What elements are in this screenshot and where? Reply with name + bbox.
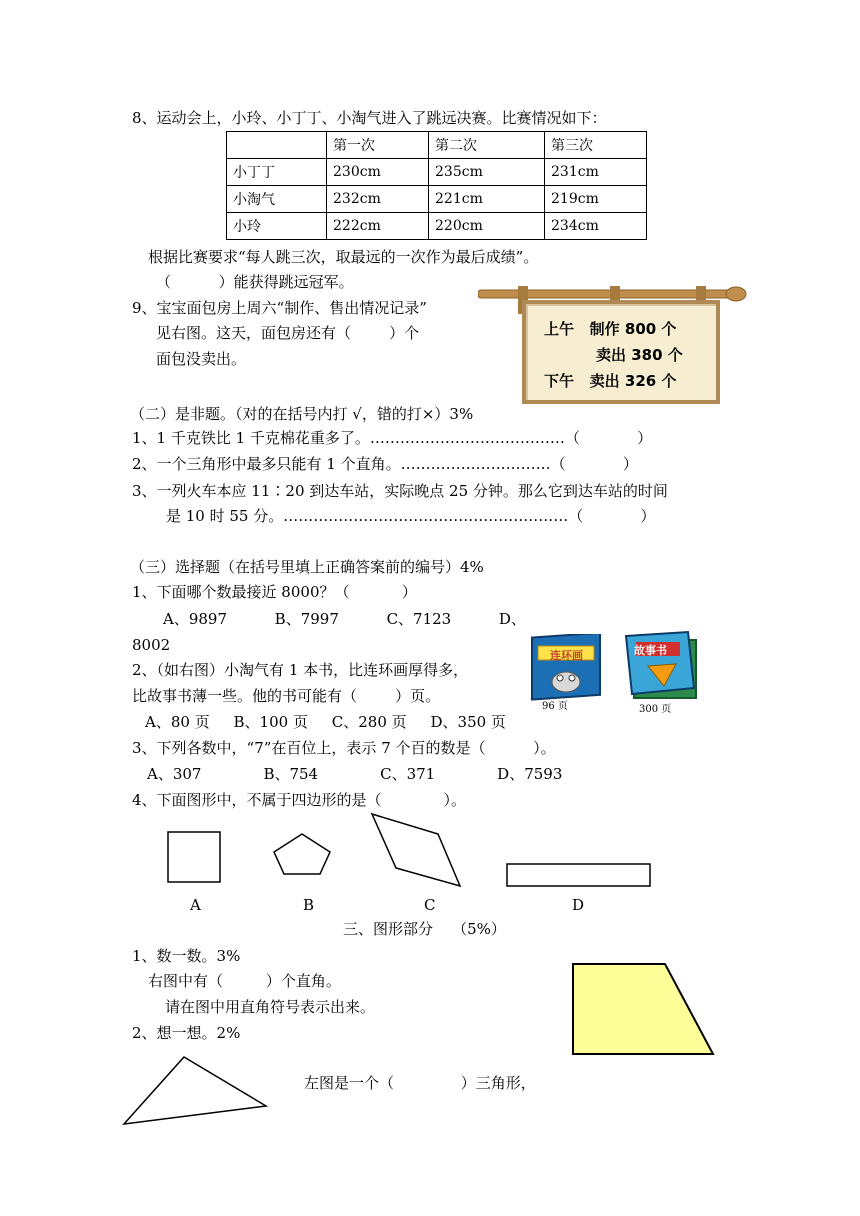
table-cell: 235cm [429,159,545,186]
table-cell: 220cm [429,213,545,240]
table-cell: 小丁丁 [227,159,327,186]
obtuse-triangle-shape [124,1057,266,1124]
tf-q2: 2、一个三角形中最多只能有 1 个直角。…………………………（ ） [132,455,638,473]
table-cell: 222cm [327,213,429,240]
geo-q1b: 请在图中用直角符号表示出来。 [165,998,376,1016]
geo-q2a: 左图是一个（ ）三角形， [304,1074,536,1092]
q8-rule: 根据比赛要求“每人跳三次，取最远的一次作为最后成绩”。 [148,248,539,266]
geo-q1a: 右图中有（ ）个直角。 [148,972,341,990]
tf-q1: 1、1 千克铁比 1 千克棉花重多了。…………………………………（ ） [132,429,653,447]
table-cell: 小玲 [227,213,327,240]
table-cell: 221cm [429,186,545,213]
book2-pages: 300 页 [639,704,672,715]
trapezoid-figure [570,962,720,1058]
mc-q3-options: A、307 B、754 C、371 D、7593 [147,765,563,783]
mc-q1-options: A、9897 B、7997 C、7123 D、 [163,610,526,628]
shape-label-a: A [190,896,201,914]
q9-line1: 9、宝宝面包房上周六“制作、售出情况记录” [132,299,427,317]
table-cell: 小淘气 [227,186,327,213]
geo-q1: 1、数一数。3% [132,947,241,965]
rectangle-shape [507,864,650,886]
q9-line2: 见右图。这天，面包房还有（ ）个 [156,324,420,342]
mc-q2-options: A、80 页 B、100 页 C、280 页 D、350 页 [145,713,506,731]
tf-title: （二）是非题。（对的在括号内打 √，错的打×）3% [130,405,474,423]
comic-book-icon [526,634,606,706]
table-header-cell [227,132,327,159]
table-cell: 230cm [327,159,429,186]
shape-label-b: B [303,896,315,914]
mc-q1-continued: 8002 [132,636,171,654]
mc-q2a: 2、（如右图）小淘气有 1 本书，比连环画厚得多， [132,661,469,679]
right-trapezoid-shape [573,964,713,1054]
q9-line3: 面包没卖出。 [156,350,247,368]
book1-pages: 96 页 [542,701,568,712]
q8-intro: 8、运动会上，小玲、小丁丁、小淘气进入了跳远决赛。比赛情况如下： [132,109,607,127]
tf-q3a: 3、一列火车本应 11∶20 到达车站，实际晚点 25 分钟。那么它到达车站的时间 [132,482,668,500]
geo-q2: 2、想一想。2% [132,1024,241,1042]
mc-q4: 4、下面图形中，不属于四边形的是（ ）。 [132,791,467,809]
bakery-record-board [522,300,720,404]
board-row-morning-sold: 卖出 380 个 [596,346,683,364]
table-cell: 234cm [545,213,647,240]
q8-answer: （ ）能获得跳远冠军。 [156,273,354,291]
table-row [227,213,647,240]
board-row-morning-made: 上午 制作 800 个 [544,320,677,338]
triangle-figure [120,1054,270,1128]
table-cell: 232cm [327,186,429,213]
geo-title: 三、图形部分 （5%） [343,920,506,938]
parallelogram-shape [372,814,460,886]
table-row [227,132,647,159]
table-cell: 219cm [545,186,647,213]
tf-q3b: 是 10 时 55 分。…………………………………………………（ ） [166,507,656,525]
table-cell: 231cm [545,159,647,186]
table-row [227,159,647,186]
table-header-cell: 第三次 [545,132,647,159]
board-row-afternoon-sold: 下午 卖出 326 个 [544,372,677,390]
shape-label-c: C [424,896,436,914]
mc-q2b: 比故事书薄一些。他的书可能有（ ）页。 [132,687,441,705]
shape-label-d: D [572,896,585,914]
mc-q1: 1、下面哪个数最接近 8000？（ ） [132,583,417,601]
square-shape [168,832,220,882]
table-header-cell: 第一次 [327,132,429,159]
pentagon-shape [274,834,330,874]
mc-q3: 3、下列各数中，“7”在百位上，表示 7 个百的数是（ ）。 [132,739,556,757]
book1-title: 连环画 [550,649,583,662]
table-row [227,186,647,213]
score-table [226,131,647,240]
mc-title: （三）选择题（在括号里填上正确答案前的编号）4% [130,558,484,576]
book2-title: 故事书 [634,644,667,657]
table-header-cell: 第二次 [429,132,545,159]
q4-shapes [160,810,660,890]
